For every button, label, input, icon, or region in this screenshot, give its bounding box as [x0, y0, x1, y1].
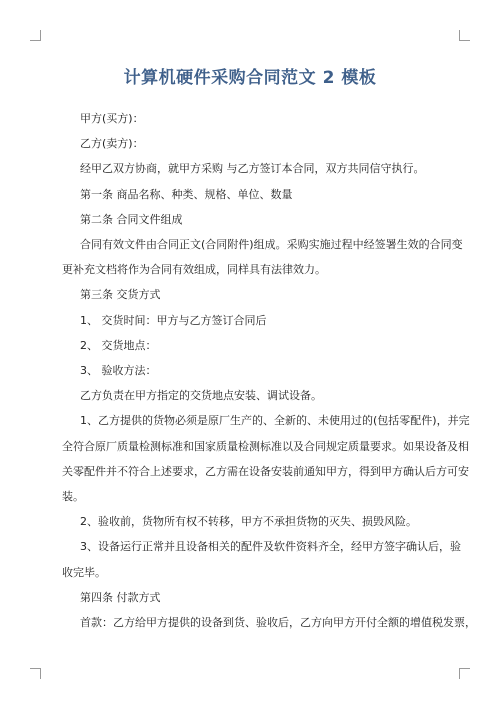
document-body: [62, 106, 476, 635]
crop-mark-top-left: [30, 30, 41, 41]
paragraph-installation: 乙方负责在甲方指定的交货地点安装、调试设备。: [80, 389, 322, 403]
crop-mark-bottom-left: [30, 668, 41, 679]
document-title: 计算机硬件采购合同范文 2 模板: [123, 68, 377, 88]
paragraph-intro: 经甲乙双方协商，就甲方采购 与乙方签订本合同，双方共同信守执行。: [80, 162, 425, 176]
paragraph-item-1: 1、乙方提供的货物必须是原厂生产的、全新的、未使用过的(包括零配件)，并完: [80, 414, 470, 428]
crop-mark-top-right: [459, 30, 470, 41]
paragraph-delivery-time: 1、 交货时间：甲方与乙方签订合同后: [80, 313, 267, 327]
paragraph-article-1: 第一条 商品名称、种类、规格、单位、数量: [80, 187, 293, 201]
paragraph-item-3: 3、设备运行正常并且设备相关的配件及软件资料齐全，经甲方签字确认后，验: [80, 540, 461, 554]
paragraph-item-1-cont-a: 全符合原厂质量检测标准和国家质量检测标准以及合同规定质量要求。如果设备及相: [62, 439, 469, 453]
paragraph-party-a: 甲方(买方)：: [80, 112, 144, 125]
paragraph-acceptance-method: 3、 验收方法：: [80, 364, 157, 378]
paragraph-item-1-cont-c: 装。: [62, 490, 84, 504]
paragraph-item-3-cont: 收完毕。: [62, 565, 106, 579]
crop-mark-bottom-right: [459, 668, 470, 679]
paragraph-article-2: 第二条 合同文件组成: [80, 212, 183, 226]
paragraph-article-4: 第四条 付款方式: [80, 590, 161, 604]
paragraph-article-2-text: 合同有效文件由合同正文(合同附件)组成。采购实施过程中经签署生效的合同变: [80, 238, 463, 252]
paragraph-item-1-cont-b: 关零配件并不符合上述要求，乙方需在设备安装前通知甲方，得到甲方确认后方可安: [62, 464, 469, 478]
paragraph-article-3: 第三条 交货方式: [80, 288, 161, 302]
paragraph-first-payment: 首款：乙方给甲方提供的设备到货、验收后，乙方向甲方开付全额的增值税发票，: [80, 616, 476, 630]
paragraph-party-b: 乙方(卖方)：: [80, 137, 144, 151]
paragraph-article-2-text-cont: 更补充文档将作为合同有效组成，同样具有法律效力。: [62, 263, 326, 277]
paragraph-delivery-place: 2、 交货地点：: [80, 338, 157, 352]
paragraph-item-2: 2、验收前，货物所有权不转移，甲方不承担货物的灭失、损毁风险。: [80, 515, 417, 529]
